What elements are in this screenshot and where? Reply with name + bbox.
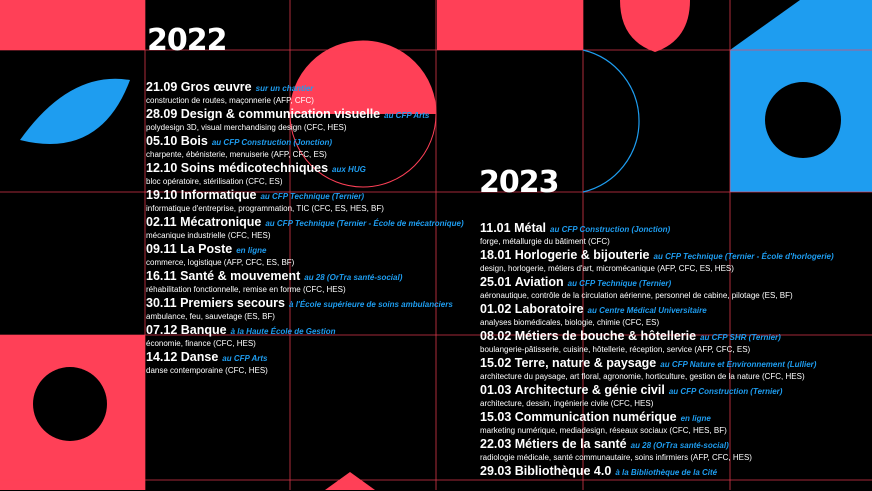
- event-date: 28.09: [146, 107, 178, 121]
- event-location: au CFP Arts: [384, 111, 430, 120]
- event-entry: [480, 410, 834, 437]
- event-location: au CFP Technique (Ternier): [260, 192, 365, 201]
- event-title: Bois: [180, 134, 208, 148]
- red-bottom-shape: [325, 472, 375, 490]
- event-description: architecture, dessin, ingénierie civile (CFC, HES): [480, 399, 654, 408]
- event-entry: [480, 356, 834, 383]
- event-entry: [480, 329, 834, 356]
- event-description: réhabilitation fonctionnelle, remise en forme (CFC, HES): [146, 285, 346, 294]
- event-description: architecture du paysage, art floral, agronomie, horticulture, gestion de la nature (CFC, HES): [480, 372, 805, 381]
- event-entry: [146, 242, 464, 269]
- event-description: polydesign 3D, visual merchandising design (CFC, HES): [146, 123, 347, 132]
- event-entry: [480, 383, 834, 410]
- event-title: Design & communication visuelle: [180, 107, 381, 121]
- event-description: forge, métallurgie du bâtiment (CFC): [480, 237, 610, 246]
- event-location: aux HUG: [332, 165, 366, 174]
- event-title: Banque: [180, 323, 227, 337]
- red-block-top-left: [0, 0, 145, 50]
- event-location: au CFP SHR (Ternier): [700, 333, 781, 342]
- event-description: charpente, ébénisterie, menuiserie (AFP, CFC, ES): [146, 150, 327, 159]
- event-entry: [146, 269, 464, 296]
- event-location: au CFP Technique (Ternier - École de mécatronique): [265, 219, 464, 228]
- event-date: 11.01: [480, 221, 511, 235]
- event-title: Bibliothèque 4.0: [514, 464, 612, 478]
- event-location: au Centre Médical Universitaire: [587, 306, 707, 315]
- event-date: 18.01: [480, 248, 512, 262]
- event-description: ambulance, feu, sauvetage (ES, BF): [146, 312, 275, 321]
- event-date: 15.02: [480, 356, 512, 370]
- event-entry: [480, 464, 834, 491]
- event-title: La Poste: [180, 242, 233, 256]
- event-entry: [146, 296, 464, 323]
- events-2023-list: [480, 221, 834, 491]
- event-entry: [480, 302, 834, 329]
- event-location: au 28 (OrTra santé-social): [630, 441, 729, 450]
- event-title: Informatique: [180, 188, 257, 202]
- event-title: Horlogerie & bijouterie: [514, 248, 650, 262]
- event-entry: [146, 80, 464, 107]
- event-entry: [480, 221, 834, 248]
- event-title: Métiers de bouche & hôtellerie: [514, 329, 697, 343]
- event-date: 12.10: [146, 161, 178, 175]
- event-location: en ligne: [680, 414, 711, 423]
- event-location: au CFP Arts: [222, 354, 268, 363]
- event-description: design, horlogerie, métiers d'art, micromécanique (AFP, CFC, ES, HES): [480, 264, 734, 273]
- event-description: bloc opératoire, stérilisation (CFC, ES): [146, 177, 283, 186]
- year-2022-heading: 2022: [147, 23, 227, 58]
- event-entry: [146, 215, 464, 242]
- event-entry: [146, 134, 464, 161]
- events-2022-list: [146, 80, 464, 377]
- event-date: 02.11: [146, 215, 177, 229]
- event-location: au CFP Technique (Ternier): [567, 279, 672, 288]
- event-title: Métal: [514, 221, 547, 235]
- event-location: à la Haute École de Gestion: [230, 327, 336, 336]
- event-date: 01.02: [480, 302, 512, 316]
- year-2023-heading: 2023: [479, 165, 559, 200]
- event-description: construction de routes, maçonnerie (AFP, CFC): [146, 96, 314, 105]
- event-date: 05.10: [146, 134, 178, 148]
- event-date: 09.11: [146, 242, 177, 256]
- event-entry: [146, 350, 464, 377]
- event-description: analyses biomédicales, biologie, chimie (CFC, ES): [480, 318, 660, 327]
- event-title: Terre, nature & paysage: [514, 356, 657, 370]
- event-entry: [480, 248, 834, 275]
- event-location: sur un chantier: [255, 84, 314, 93]
- event-date: 01.03: [480, 383, 512, 397]
- event-entry: [146, 107, 464, 134]
- red-block-top-mid: [437, 0, 583, 50]
- event-entry: [146, 188, 464, 215]
- event-date: 29.03: [480, 464, 512, 478]
- event-entry: [480, 437, 834, 464]
- event-description: danse contemporaine (CFC, HES): [146, 366, 268, 375]
- event-entry: [480, 275, 834, 302]
- event-location: au CFP Construction (Ternier): [668, 387, 783, 396]
- event-date: 07.12: [146, 323, 178, 337]
- blue-leaf-shape: [20, 79, 130, 144]
- red-shield-shape: [620, 0, 690, 52]
- event-description: mécanique industrielle (CFC, HES): [146, 231, 271, 240]
- event-title: Premiers secours: [180, 296, 286, 310]
- event-date: 21.09: [146, 80, 178, 94]
- event-title: Communication numérique: [514, 410, 677, 424]
- event-title: Aviation: [514, 275, 564, 289]
- event-title: Soins médicotechniques: [180, 161, 329, 175]
- event-description: boulangerie-pâtisserie, cuisine, hôtellerie, réception, service (AFP, CFC, ES): [480, 345, 751, 354]
- event-location: au CFP Construction (Jonction): [211, 138, 332, 147]
- black-circle-right: [765, 82, 841, 158]
- event-date: 08.02: [480, 329, 512, 343]
- event-date: 14.12: [146, 350, 178, 364]
- event-entry: [146, 323, 464, 350]
- event-description: radiologie médicale, santé communautaire, soins infirmiers (AFP, CFC, HES): [480, 453, 752, 462]
- event-title: Mécatronique: [180, 215, 262, 229]
- event-date: 22.03: [480, 437, 512, 451]
- event-location: à la Bibliothèque de la Cité: [615, 468, 718, 477]
- event-date: 19.10: [146, 188, 178, 202]
- event-description: commerce, logistique (AFP, CFC, ES, BF): [146, 258, 295, 267]
- event-date: 15.03: [480, 410, 512, 424]
- event-title: Métiers de la santé: [514, 437, 627, 451]
- event-entry: [146, 161, 464, 188]
- event-date: 30.11: [146, 296, 177, 310]
- event-location: au CFP Technique (Ternier - École d'horlogerie): [653, 252, 834, 261]
- event-title: Laboratoire: [514, 302, 584, 316]
- event-location: en ligne: [236, 246, 267, 255]
- event-location: au CFP Construction (Jonction): [550, 225, 671, 234]
- event-date: 25.01: [480, 275, 512, 289]
- event-description: marketing numérique, mediadesign, réseaux sociaux (CFC, HES, BF): [480, 426, 727, 435]
- event-location: au CFP Nature et Environnement (Lullier): [660, 360, 817, 369]
- event-title: Santé & mouvement: [180, 269, 301, 283]
- event-title: Gros œuvre: [180, 80, 252, 94]
- event-title: Danse: [180, 350, 219, 364]
- event-location: à l'École supérieure de soins ambulanciers: [289, 300, 453, 309]
- event-date: 16.11: [146, 269, 177, 283]
- event-description: aéronautique, contrôle de la circulation aérienne, personnel de cabine, pilotage (ES, BF): [480, 291, 793, 300]
- outline-d-blue: [583, 50, 639, 192]
- event-description: informatique d'entreprise, programmation, TIC (CFC, ES, HES, BF): [146, 204, 384, 213]
- black-circle-bottom-left: [33, 367, 107, 441]
- event-title: Architecture & génie civil: [514, 383, 665, 397]
- event-description: économie, finance (CFC, HES): [146, 339, 256, 348]
- event-location: au 28 (OrTra santé-social): [304, 273, 403, 282]
